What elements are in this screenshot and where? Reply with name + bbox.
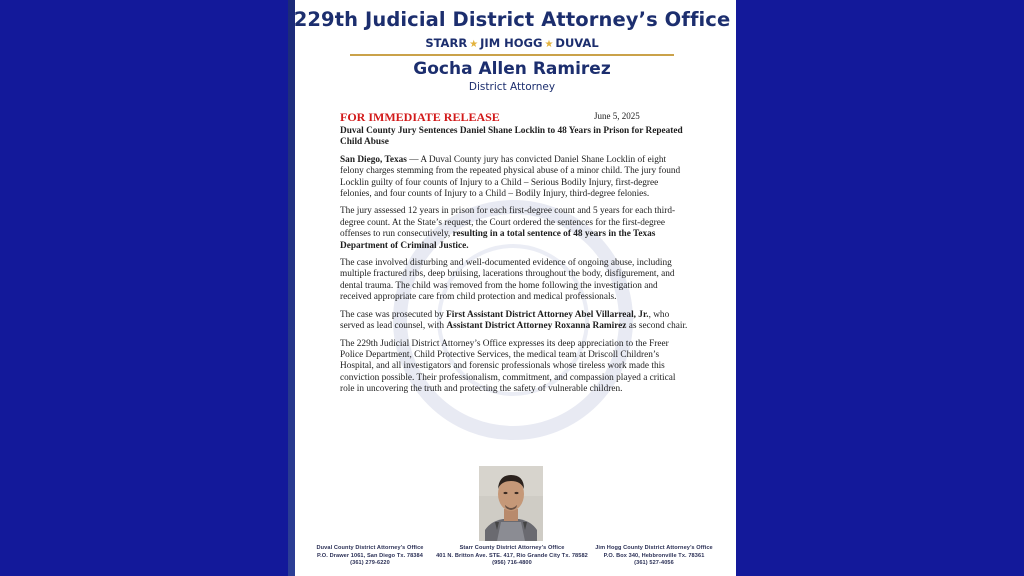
office-title: 229th Judicial District Attorney’s Office [293,8,731,31]
footer-phone: (956) 716-4800 [492,560,532,566]
footer-address: P.O. Box 340, Hebbronville Tx. 78361 [603,552,705,559]
release-label: FOR IMMEDIATE RELEASE [340,110,500,124]
paragraph-5: The 229th Judicial District Attorney’s Office expresses its deep appreciation to the Freer Police Department, Child Protective Services, the medical team at Driscoll Children’s Hospital, and all investigators and forensic professionals whose tireless work made this conviction possible. Their professionalism, commitment, and compassion played a critical role in uncovering the truth and protecting the safety of vulnerable children. [340,338,676,395]
dateline: San Diego, Texas [340,154,407,165]
header-divider [350,54,674,56]
footer-office: Duval County District Attorney’s Office [316,545,424,551]
paragraph-3: The case involved disturbing and well-documented evidence of ongoing abuse, including multiple fractured ribs, deep bruising, lacerations throughout the body, disfigurement, and dental trauma. The child was removed from the home following the investigation and received appropriate care from child protection and medical professionals. [340,258,675,303]
p4-text-3: as second chair. [626,321,688,332]
footer-office: Jim Hogg County District Attorney’s Office [595,545,713,551]
footer-phone: (361) 279-6220 [350,560,390,566]
da-name: Gocha Allen Ramirez [413,59,611,79]
mugshot-image [479,466,543,541]
footer-duval [300,545,440,568]
star-icon: ★ [544,39,554,50]
paragraph-1 [340,155,690,201]
da-title: District Attorney [468,81,556,93]
county-jim-hogg: JIM HOGG [480,36,543,50]
footer-address: 401 N. Britton Ave. STE. 417, Rio Grande City Tx. 78582 [436,552,588,559]
footer-address: P.O. Drawer 1061, San Diego Tx. 78384 [317,552,423,559]
release-body [340,126,690,402]
footer-office: Starr County District Attorney’s Office [459,545,565,551]
paragraph-2 [340,206,690,252]
sentence-emphasis: resulting in a total sentence of 48 years in the Texas Department of Criminal Justice. [340,229,656,251]
footer-jim-hogg [584,545,724,568]
second-chair: Assistant District Attorney Roxanna Ramirez [446,321,627,332]
release-date: June 5, 2025 [594,111,640,121]
lead-counsel: First Assistant District Attorney Abel Villarreal, Jr. [446,309,649,320]
counties-line [288,36,736,50]
paragraph-2-text: The jury assessed 12 years in prison for each first-degree count and 5 years for each third-degree count. At the State’s request, the Court ordered the sentences for the first-degree offenses to run consecutively, [340,206,676,240]
p4-text-1: The case was prosecuted by [340,309,447,320]
star-icon: ★ [469,39,479,50]
county-starr: STARR [425,36,468,50]
p4-text-2: , who served as lead counsel, with [340,309,670,332]
footer-phone: (361) 527-4056 [634,560,674,566]
press-release-document [288,0,736,576]
defendant-mugshot [479,466,543,541]
footer-starr [434,545,590,568]
paragraph-4 [340,310,690,333]
paragraph-1-text: — A Duval County jury has convicted Daniel Shane Locklin of eight felony charges stemming from the repeated physical abuse of a minor child. The jury found Locklin guilty of four counts of Injury to a Child – Serious Bodily Injury, first-degree felonies, and four counts of Injury to a Child – Bodily Injury, third-degree felonies. [340,154,681,200]
headline: Duval County Jury Sentences Daniel Shane Locklin to 48 Years in Prison for Repeated Child Abuse [340,126,683,148]
county-duval: DUVAL [555,36,599,50]
